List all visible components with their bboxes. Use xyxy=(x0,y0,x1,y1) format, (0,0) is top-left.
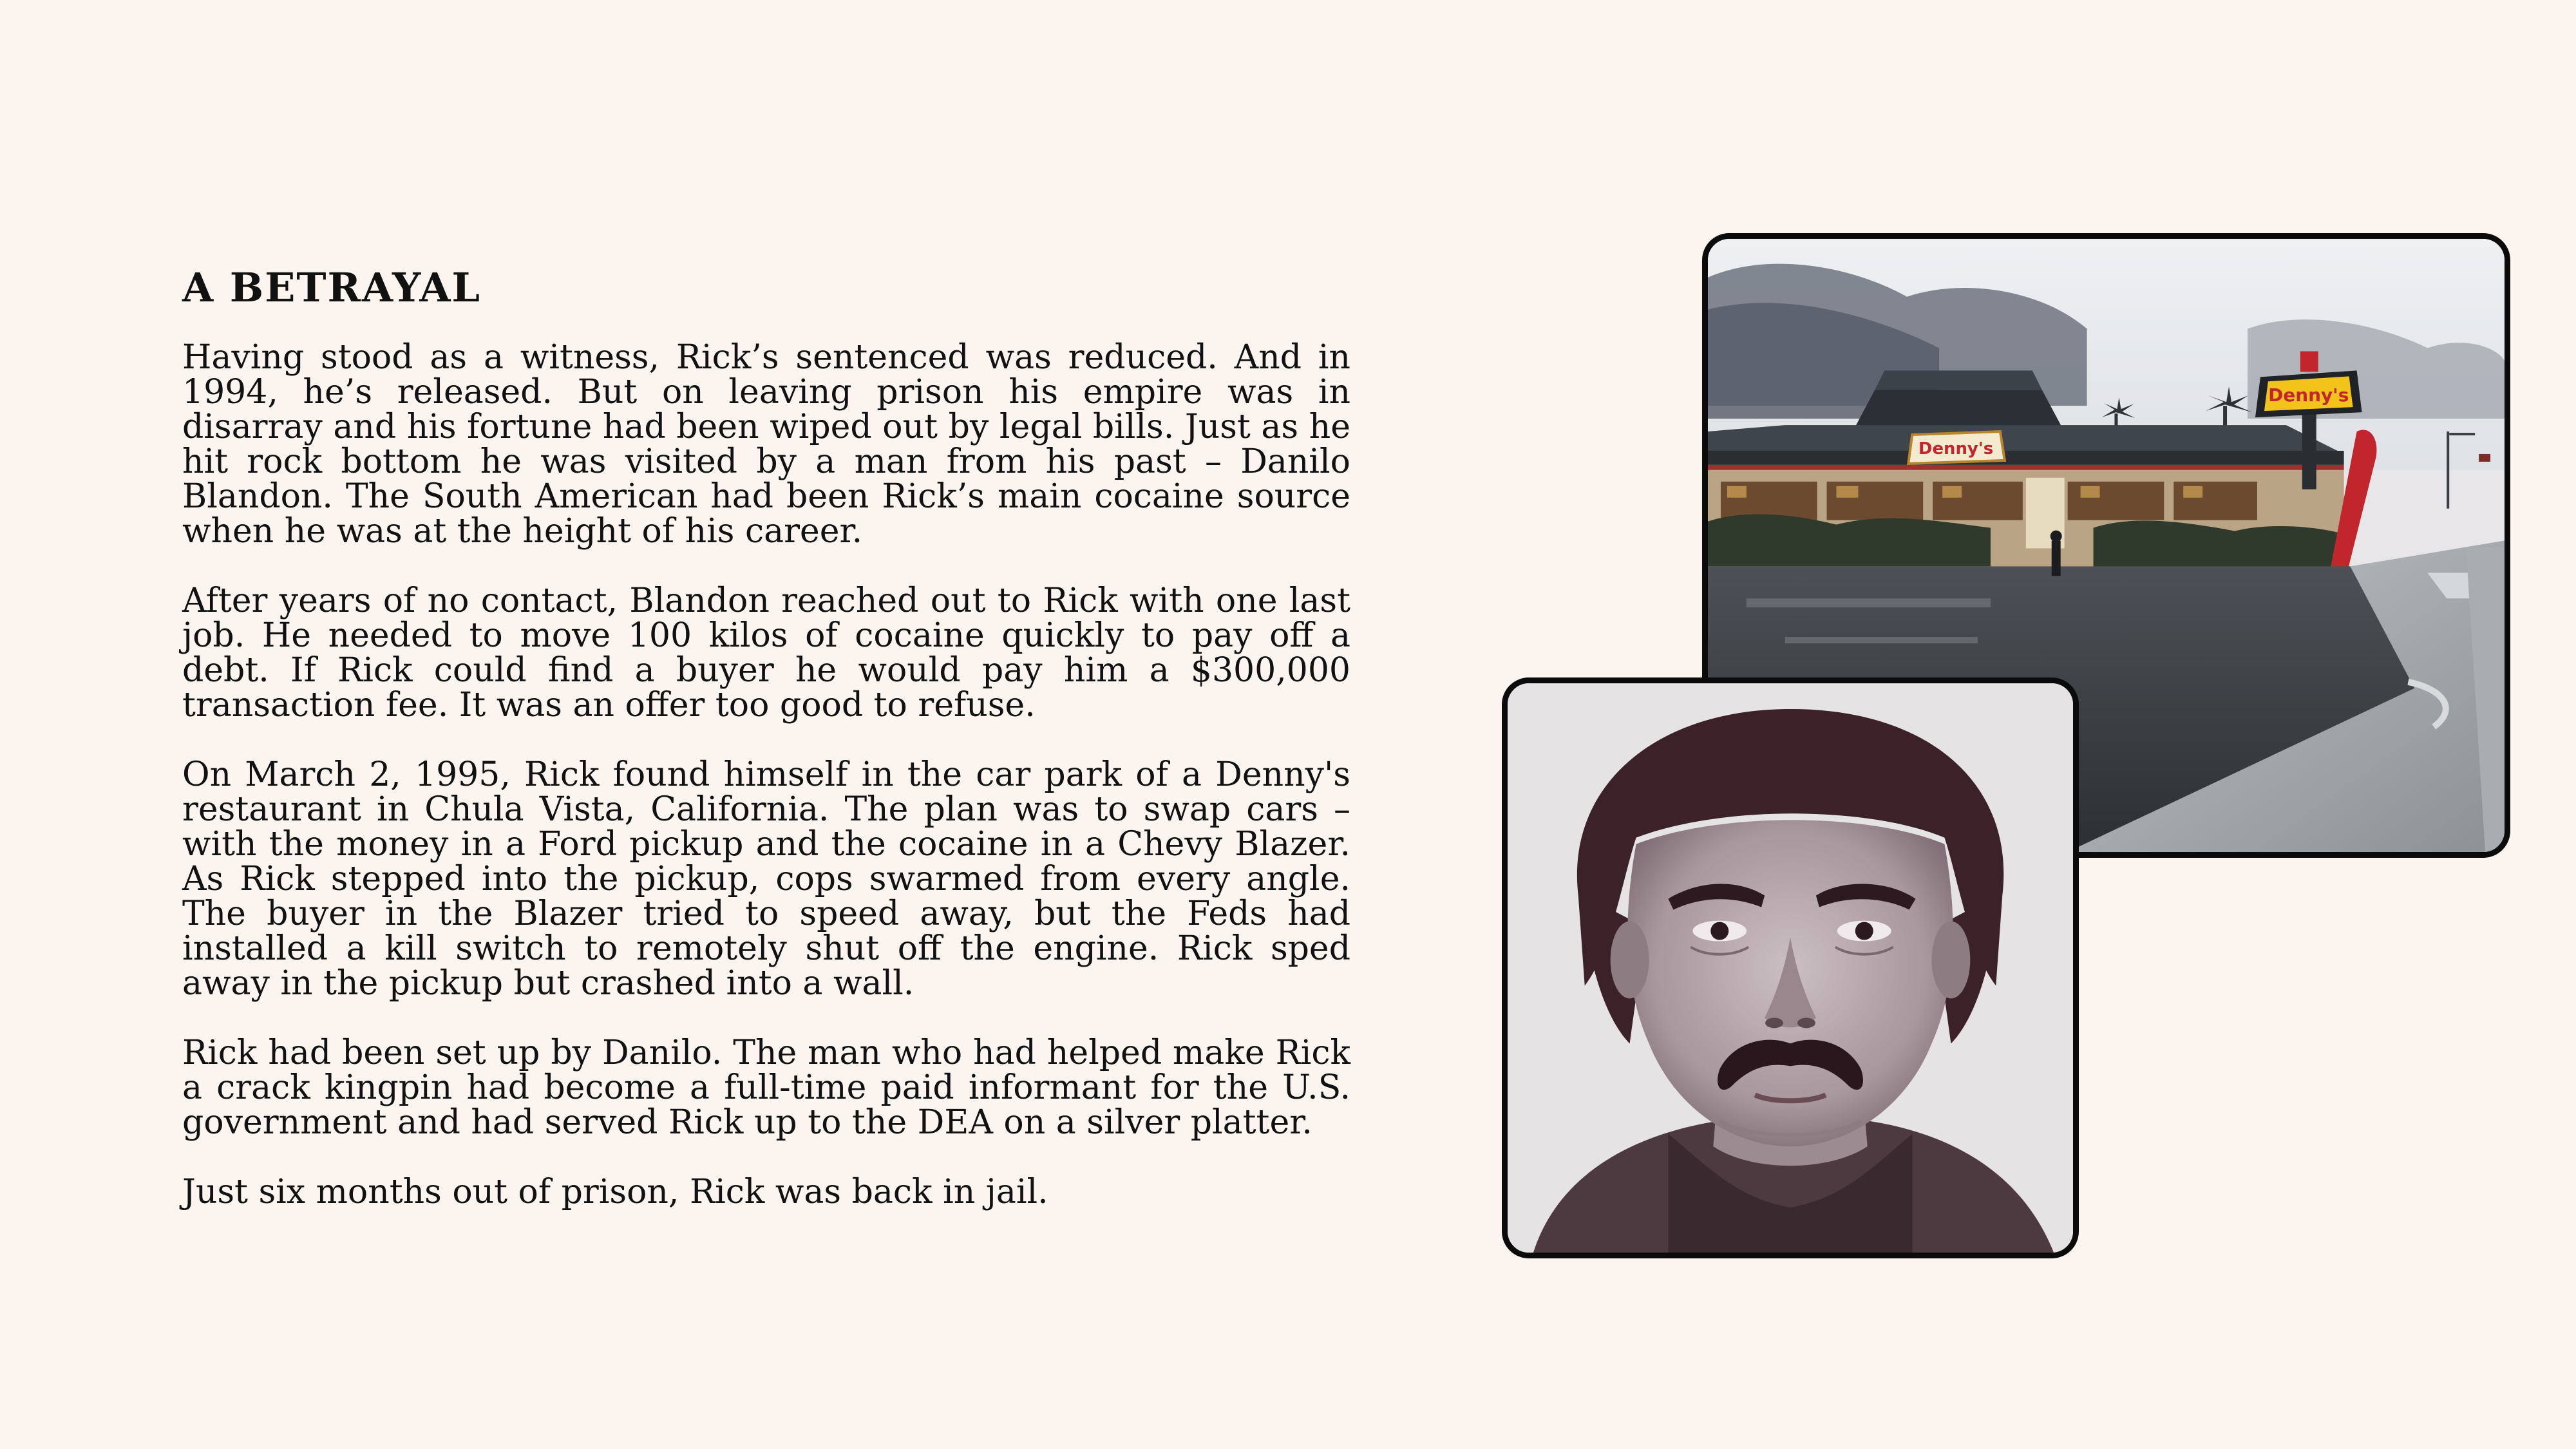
paragraph-set-up: Rick had been set up by Danilo. The man who had helped make Rick a crack kingpin had become a full-time paid informant for the U.S. government and had served Rick up to the DEA on a silver platter. xyxy=(182,1034,1350,1142)
portrait-photo xyxy=(1502,677,2079,1258)
paragraph-release: Having stood as a witness, Rick’s sentenced was reduced. And in 1994, he’s released. But on leaving prison his empire was in disarray and his fortune had been wiped out by legal bills. Just as he hit rock bottom he was visited by a man from his past – Danilo Blandon. The South American had been Rick’s main cocaine source when he was at the height of his career. xyxy=(182,338,1350,551)
paragraph-last-job: After years of no contact, Blandon reached out to Rick with one last job. He needed to move 100 kilos of cocaine quickly to pay off a debt. If Rick could find a buyer he would pay him a $300,000 transaction fee. It was an offer too good to refuse. xyxy=(182,582,1350,724)
article-title: A BETRAYAL xyxy=(182,264,482,311)
paragraph-sting: On March 2, 1995, Rick found himself in the car park of a Denny's restaurant in Chula Vista, California. The plan was to swap cars – with the money in a Ford pickup and the cocaine in a Chevy Blazer. As Rick stepped into the pickup, cops swarmed from every angle. The buyer in the Blazer tried to speed away, but the Feds had installed a kill switch to remotely shut off the engine. Rick sped away in the pickup but crashed into a wall. xyxy=(182,755,1350,1003)
paragraph-back-in-jail: Just six months out of prison, Rick was back in jail. xyxy=(182,1173,1048,1211)
dennys-building-sign xyxy=(1908,431,2005,464)
pole-sign-text: Denny's xyxy=(2268,384,2349,406)
article-column xyxy=(182,263,1350,1244)
building-sign-text: Denny's xyxy=(1918,439,1994,459)
portrait-illustration xyxy=(1508,683,2073,1253)
